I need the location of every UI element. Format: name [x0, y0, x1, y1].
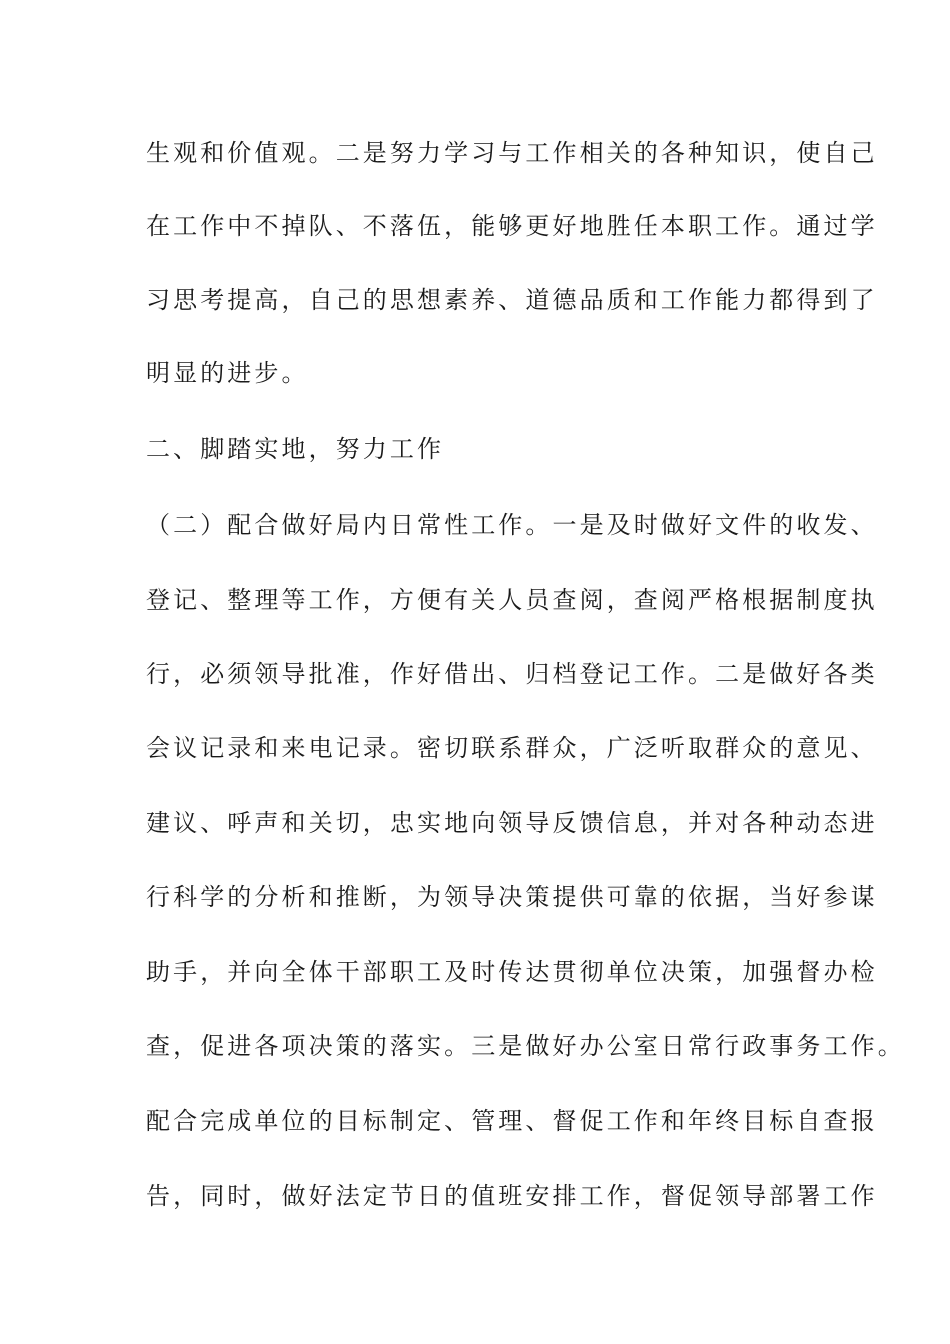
body-text-line: 配合完成单位的目标制定、管理、督促工作和年终目标自查报	[146, 1107, 878, 1135]
body-text-line: 查，促进各项决策的落实。三是做好办公室日常行政事务工作。	[146, 1032, 905, 1060]
section-heading: 二、脚踏实地，努力工作	[146, 435, 445, 463]
body-text-line: 生观和价值观。二是努力学习与工作相关的各种知识，使自己	[146, 139, 878, 167]
body-text-line: 行科学的分析和推断，为领导决策提供可靠的依据，当好参谋	[146, 883, 878, 911]
body-text-line: 在工作中不掉队、不落伍，能够更好地胜任本职工作。通过学	[146, 212, 878, 240]
body-text-line: 明显的进步。	[146, 359, 309, 387]
body-text-line: 习思考提高，自己的思想素养、道德品质和工作能力都得到了	[146, 286, 878, 314]
body-text-line: 告，同时，做好法定节日的值班安排工作，督促领导部署工作	[146, 1182, 878, 1210]
body-text-line: 会议记录和来电记录。密切联系群众，广泛听取群众的意见、	[146, 734, 878, 762]
body-text-line: 登记、整理等工作，方便有关人员查阅，查阅严格根据制度执	[146, 586, 878, 614]
body-text-line: 行，必须领导批准，作好借出、归档登记工作。二是做好各类	[146, 660, 878, 688]
body-text-line: 助手，并向全体干部职工及时传达贯彻单位决策，加强督办检	[146, 958, 878, 986]
body-text-line: 建议、呼声和关切，忠实地向领导反馈信息，并对各种动态进	[146, 809, 878, 837]
body-text-line: （二）配合做好局内日常性工作。一是及时做好文件的收发、	[146, 511, 878, 539]
